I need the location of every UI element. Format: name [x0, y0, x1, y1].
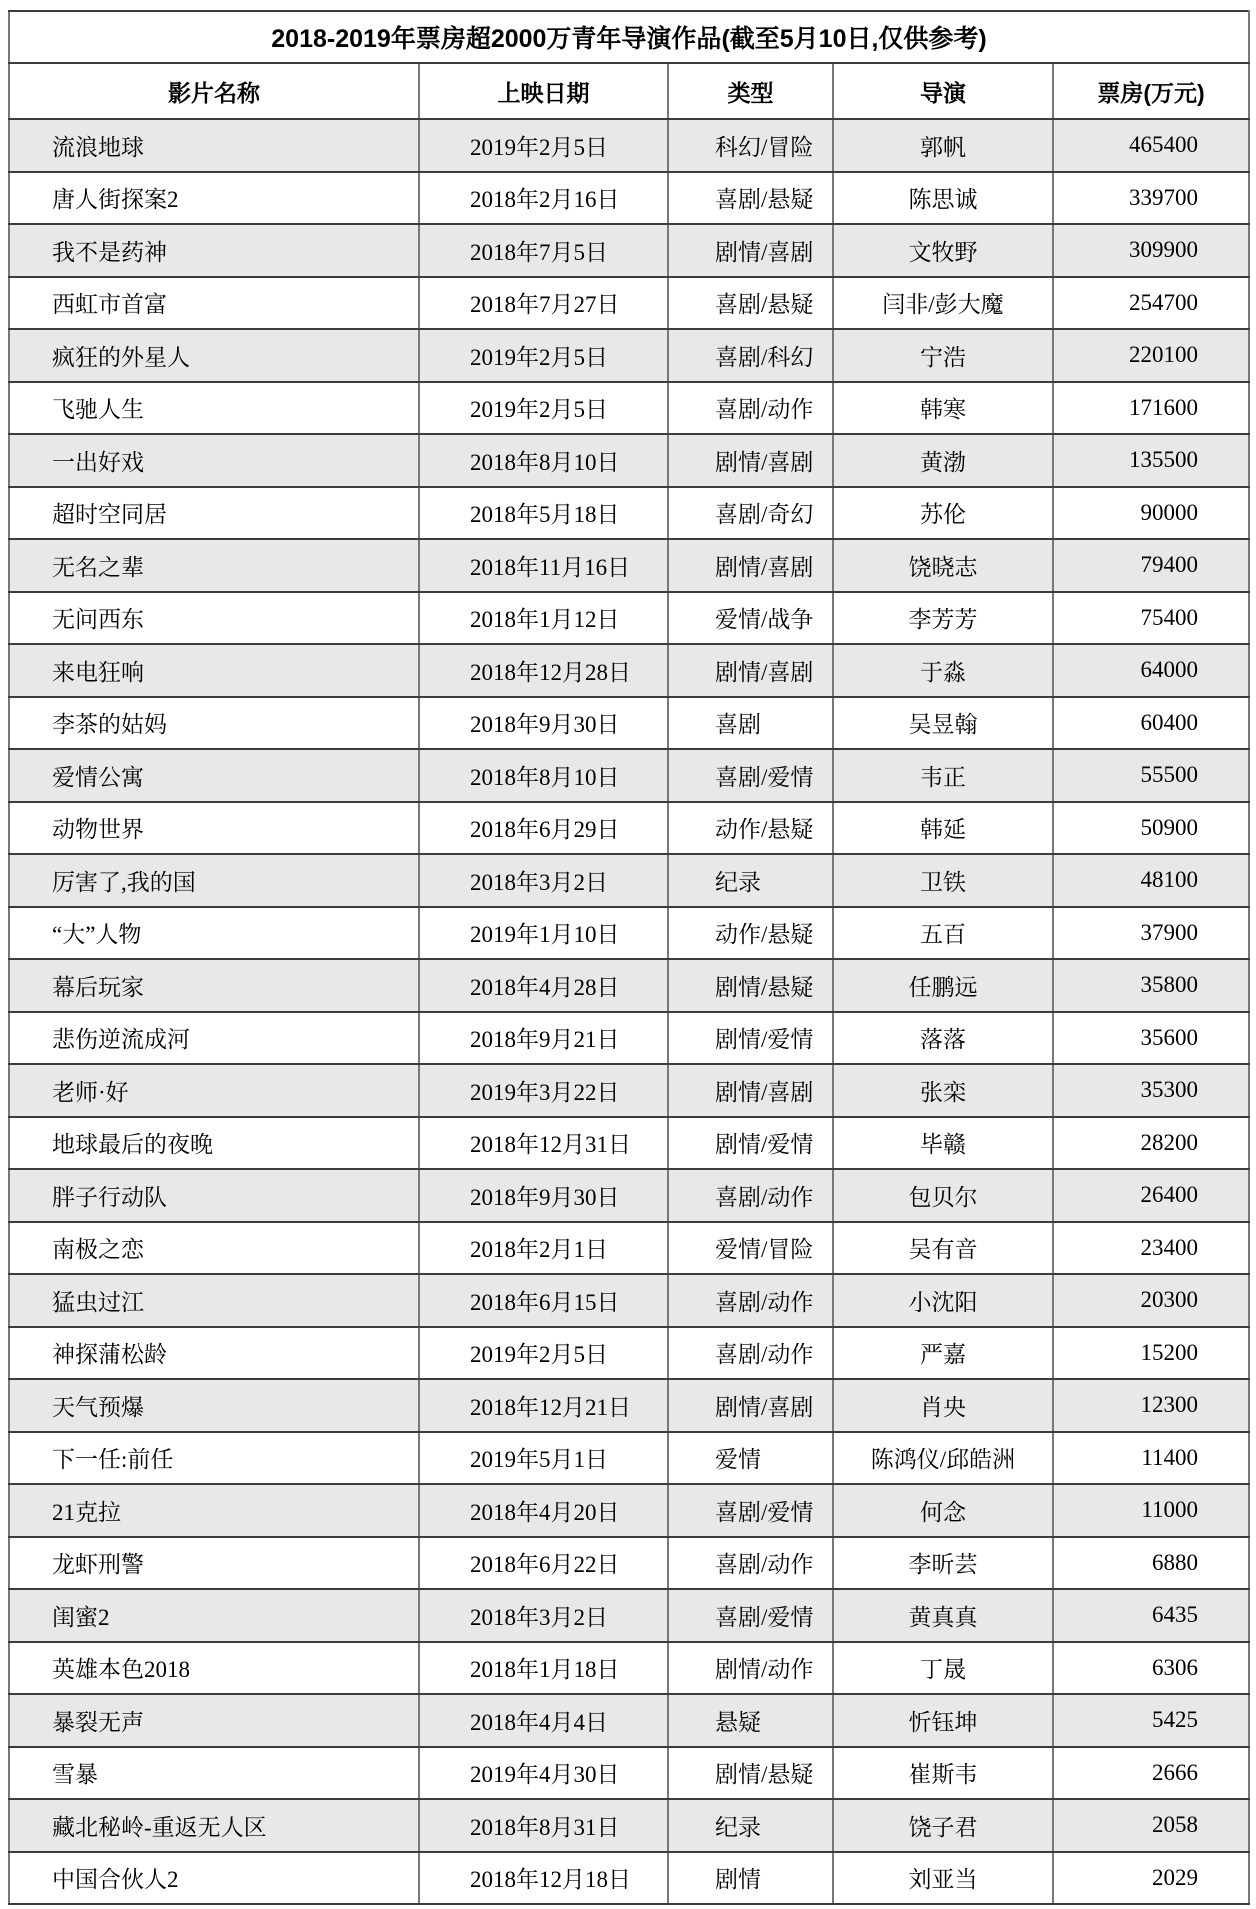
cell-box-office: 6435 [1053, 1589, 1249, 1642]
cell-release-date: 2019年2月5日 [419, 1327, 668, 1380]
cell-genre: 动作/悬疑 [668, 802, 833, 855]
cell-box-office: 6306 [1053, 1642, 1249, 1695]
cell-genre: 剧情/喜剧 [668, 539, 833, 592]
cell-genre: 爱情/冒险 [668, 1222, 833, 1275]
cell-genre: 喜剧/动作 [668, 382, 833, 435]
cell-movie-name: 厉害了,我的国 [9, 854, 419, 907]
cell-movie-name: 无问西东 [9, 592, 419, 645]
cell-release-date: 2018年6月29日 [419, 802, 668, 855]
table-row [9, 749, 1249, 802]
cell-release-date: 2018年5月18日 [419, 487, 668, 540]
cell-director: 黄渤 [833, 434, 1053, 487]
cell-box-office: 64000 [1053, 644, 1249, 697]
cell-genre: 悬疑 [668, 1694, 833, 1747]
cell-director: 严嘉 [833, 1327, 1053, 1380]
cell-release-date: 2018年4月20日 [419, 1484, 668, 1537]
table-row [9, 854, 1249, 907]
table-row [9, 1642, 1249, 1695]
cell-movie-name: 21克拉 [9, 1484, 419, 1537]
table-row [9, 1327, 1249, 1380]
cell-genre: 剧情/悬疑 [668, 959, 833, 1012]
cell-release-date: 2019年2月5日 [419, 329, 668, 382]
cell-release-date: 2018年8月10日 [419, 434, 668, 487]
cell-release-date: 2019年2月5日 [419, 382, 668, 435]
cell-movie-name: 超时空同居 [9, 487, 419, 540]
cell-movie-name: 暴裂无声 [9, 1694, 419, 1747]
column-header-movie-name: 影片名称 [9, 63, 419, 119]
cell-genre: 剧情/喜剧 [668, 1064, 833, 1117]
cell-director: 李芳芳 [833, 592, 1053, 645]
cell-release-date: 2018年9月30日 [419, 1169, 668, 1222]
cell-release-date: 2019年4月30日 [419, 1747, 668, 1800]
box-office-table-container [8, 10, 1250, 1905]
cell-movie-name: 猛虫过江 [9, 1274, 419, 1327]
cell-genre: 喜剧/动作 [668, 1169, 833, 1222]
table-row [9, 539, 1249, 592]
cell-box-office: 12300 [1053, 1379, 1249, 1432]
cell-release-date: 2018年12月21日 [419, 1379, 668, 1432]
cell-director: 李昕芸 [833, 1537, 1053, 1590]
cell-movie-name: 一出好戏 [9, 434, 419, 487]
cell-release-date: 2018年12月18日 [419, 1852, 668, 1905]
cell-genre: 喜剧/动作 [668, 1537, 833, 1590]
cell-director: 吴昱翰 [833, 697, 1053, 750]
cell-box-office: 26400 [1053, 1169, 1249, 1222]
cell-box-office: 171600 [1053, 382, 1249, 435]
cell-director: 宁浩 [833, 329, 1053, 382]
cell-release-date: 2018年1月12日 [419, 592, 668, 645]
table-row [9, 644, 1249, 697]
cell-box-office: 6880 [1053, 1537, 1249, 1590]
cell-genre: 喜剧/动作 [668, 1327, 833, 1380]
cell-genre: 喜剧/动作 [668, 1274, 833, 1327]
column-header-genre: 类型 [668, 63, 833, 119]
cell-director: 吴有音 [833, 1222, 1053, 1275]
cell-movie-name: 南极之恋 [9, 1222, 419, 1275]
cell-movie-name: “大”人物 [9, 907, 419, 960]
cell-movie-name: 李茶的姑妈 [9, 697, 419, 750]
cell-director: 卫铁 [833, 854, 1053, 907]
column-header-director: 导演 [833, 63, 1053, 119]
cell-movie-name: 下一任:前任 [9, 1432, 419, 1485]
table-row [9, 382, 1249, 435]
cell-genre: 科幻/冒险 [668, 119, 833, 172]
cell-box-office: 254700 [1053, 277, 1249, 330]
cell-director: 五百 [833, 907, 1053, 960]
cell-release-date: 2018年12月28日 [419, 644, 668, 697]
cell-genre: 纪录 [668, 1799, 833, 1852]
cell-movie-name: 雪暴 [9, 1747, 419, 1800]
cell-genre: 动作/悬疑 [668, 907, 833, 960]
cell-genre: 爱情 [668, 1432, 833, 1485]
cell-genre: 剧情/爱情 [668, 1012, 833, 1065]
cell-director: 于淼 [833, 644, 1053, 697]
cell-box-office: 465400 [1053, 119, 1249, 172]
cell-movie-name: 来电狂响 [9, 644, 419, 697]
cell-release-date: 2018年3月2日 [419, 1589, 668, 1642]
cell-release-date: 2018年4月4日 [419, 1694, 668, 1747]
cell-genre: 喜剧/爱情 [668, 749, 833, 802]
cell-release-date: 2018年11月16日 [419, 539, 668, 592]
table-row [9, 697, 1249, 750]
cell-movie-name: 英雄本色2018 [9, 1642, 419, 1695]
table-row [9, 1064, 1249, 1117]
cell-director: 任鹏远 [833, 959, 1053, 1012]
table-row [9, 1747, 1249, 1800]
cell-box-office: 35800 [1053, 959, 1249, 1012]
cell-genre: 剧情/爱情 [668, 1117, 833, 1170]
cell-box-office: 339700 [1053, 172, 1249, 225]
cell-box-office: 37900 [1053, 907, 1249, 960]
cell-movie-name: 神探蒲松龄 [9, 1327, 419, 1380]
cell-release-date: 2018年6月15日 [419, 1274, 668, 1327]
cell-genre: 剧情/动作 [668, 1642, 833, 1695]
cell-movie-name: 西虹市首富 [9, 277, 419, 330]
cell-release-date: 2019年5月1日 [419, 1432, 668, 1485]
table-row [9, 907, 1249, 960]
header-row [9, 63, 1249, 119]
title-row [9, 11, 1249, 63]
cell-box-office: 20300 [1053, 1274, 1249, 1327]
cell-movie-name: 疯狂的外星人 [9, 329, 419, 382]
cell-box-office: 135500 [1053, 434, 1249, 487]
cell-box-office: 50900 [1053, 802, 1249, 855]
table-row [9, 1169, 1249, 1222]
cell-release-date: 2019年1月10日 [419, 907, 668, 960]
cell-movie-name: 爱情公寓 [9, 749, 419, 802]
cell-genre: 剧情/喜剧 [668, 434, 833, 487]
cell-release-date: 2018年2月16日 [419, 172, 668, 225]
cell-box-office: 11000 [1053, 1484, 1249, 1537]
cell-genre: 爱情/战争 [668, 592, 833, 645]
table-row [9, 172, 1249, 225]
cell-box-office: 90000 [1053, 487, 1249, 540]
table-row [9, 329, 1249, 382]
cell-genre: 剧情/喜剧 [668, 1379, 833, 1432]
table-row [9, 1379, 1249, 1432]
cell-director: 落落 [833, 1012, 1053, 1065]
column-header-release-date: 上映日期 [419, 63, 668, 119]
cell-genre: 纪录 [668, 854, 833, 907]
cell-genre: 喜剧/爱情 [668, 1589, 833, 1642]
cell-director: 毕赣 [833, 1117, 1053, 1170]
cell-director: 韦正 [833, 749, 1053, 802]
table-row [9, 1274, 1249, 1327]
table-row [9, 1432, 1249, 1485]
cell-genre: 剧情/喜剧 [668, 644, 833, 697]
cell-box-office: 79400 [1053, 539, 1249, 592]
cell-box-office: 48100 [1053, 854, 1249, 907]
table-row [9, 119, 1249, 172]
cell-movie-name: 龙虾刑警 [9, 1537, 419, 1590]
cell-movie-name: 唐人街探案2 [9, 172, 419, 225]
cell-release-date: 2018年1月18日 [419, 1642, 668, 1695]
cell-release-date: 2018年12月31日 [419, 1117, 668, 1170]
table-row [9, 434, 1249, 487]
cell-movie-name: 无名之辈 [9, 539, 419, 592]
cell-release-date: 2018年3月2日 [419, 854, 668, 907]
cell-movie-name: 飞驰人生 [9, 382, 419, 435]
cell-release-date: 2018年8月31日 [419, 1799, 668, 1852]
table-row [9, 277, 1249, 330]
cell-movie-name: 悲伤逆流成河 [9, 1012, 419, 1065]
cell-release-date: 2018年6月22日 [419, 1537, 668, 1590]
cell-movie-name: 地球最后的夜晚 [9, 1117, 419, 1170]
table-row [9, 592, 1249, 645]
box-office-table [8, 10, 1250, 1905]
cell-release-date: 2018年4月28日 [419, 959, 668, 1012]
table-row [9, 1852, 1249, 1905]
cell-release-date: 2018年8月10日 [419, 749, 668, 802]
cell-genre: 喜剧 [668, 697, 833, 750]
cell-director: 郭帆 [833, 119, 1053, 172]
cell-director: 文牧野 [833, 224, 1053, 277]
cell-director: 小沈阳 [833, 1274, 1053, 1327]
table-row [9, 1799, 1249, 1852]
cell-director: 韩延 [833, 802, 1053, 855]
cell-release-date: 2019年3月22日 [419, 1064, 668, 1117]
cell-director: 陈思诚 [833, 172, 1053, 225]
cell-release-date: 2018年7月5日 [419, 224, 668, 277]
table-row [9, 224, 1249, 277]
table-row [9, 1012, 1249, 1065]
cell-movie-name: 我不是药神 [9, 224, 419, 277]
table-title: 2018-2019年票房超2000万青年导演作品(截至5月10日,仅供参考) [9, 11, 1249, 63]
table-row [9, 487, 1249, 540]
cell-box-office: 60400 [1053, 697, 1249, 750]
table-row [9, 1589, 1249, 1642]
table-row [9, 1694, 1249, 1747]
cell-director: 忻钰坤 [833, 1694, 1053, 1747]
cell-movie-name: 流浪地球 [9, 119, 419, 172]
cell-director: 闫非/彭大魔 [833, 277, 1053, 330]
cell-genre: 剧情/喜剧 [668, 224, 833, 277]
table-row [9, 1484, 1249, 1537]
cell-director: 韩寒 [833, 382, 1053, 435]
cell-genre: 剧情/悬疑 [668, 1747, 833, 1800]
cell-genre: 喜剧/悬疑 [668, 172, 833, 225]
cell-box-office: 75400 [1053, 592, 1249, 645]
cell-director: 肖央 [833, 1379, 1053, 1432]
cell-director: 苏伦 [833, 487, 1053, 540]
cell-movie-name: 动物世界 [9, 802, 419, 855]
cell-director: 刘亚当 [833, 1852, 1053, 1905]
cell-box-office: 309900 [1053, 224, 1249, 277]
cell-release-date: 2018年9月21日 [419, 1012, 668, 1065]
table-row [9, 802, 1249, 855]
cell-director: 包贝尔 [833, 1169, 1053, 1222]
cell-director: 饶子君 [833, 1799, 1053, 1852]
cell-director: 崔斯韦 [833, 1747, 1053, 1800]
cell-director: 何念 [833, 1484, 1053, 1537]
cell-director: 饶晓志 [833, 539, 1053, 592]
cell-movie-name: 胖子行动队 [9, 1169, 419, 1222]
cell-movie-name: 中国合伙人2 [9, 1852, 419, 1905]
cell-release-date: 2018年9月30日 [419, 697, 668, 750]
cell-director: 陈鸿仪/邱皓洲 [833, 1432, 1053, 1485]
cell-genre: 喜剧/爱情 [668, 1484, 833, 1537]
cell-box-office: 5425 [1053, 1694, 1249, 1747]
cell-box-office: 23400 [1053, 1222, 1249, 1275]
cell-movie-name: 幕后玩家 [9, 959, 419, 1012]
cell-box-office: 2058 [1053, 1799, 1249, 1852]
cell-director: 黄真真 [833, 1589, 1053, 1642]
cell-director: 张栾 [833, 1064, 1053, 1117]
cell-box-office: 11400 [1053, 1432, 1249, 1485]
cell-box-office: 15200 [1053, 1327, 1249, 1380]
cell-box-office: 220100 [1053, 329, 1249, 382]
cell-release-date: 2018年2月1日 [419, 1222, 668, 1275]
cell-box-office: 2029 [1053, 1852, 1249, 1905]
cell-box-office: 2666 [1053, 1747, 1249, 1800]
table-row [9, 1537, 1249, 1590]
cell-movie-name: 老师·好 [9, 1064, 419, 1117]
cell-box-office: 35600 [1053, 1012, 1249, 1065]
cell-release-date: 2018年7月27日 [419, 277, 668, 330]
cell-movie-name: 天气预爆 [9, 1379, 419, 1432]
column-header-box-office: 票房(万元) [1053, 63, 1249, 119]
cell-movie-name: 藏北秘岭-重返无人区 [9, 1799, 419, 1852]
cell-box-office: 55500 [1053, 749, 1249, 802]
cell-box-office: 28200 [1053, 1117, 1249, 1170]
cell-genre: 喜剧/悬疑 [668, 277, 833, 330]
table-row [9, 1222, 1249, 1275]
cell-director: 丁晟 [833, 1642, 1053, 1695]
cell-genre: 喜剧/奇幻 [668, 487, 833, 540]
cell-genre: 剧情 [668, 1852, 833, 1905]
cell-box-office: 35300 [1053, 1064, 1249, 1117]
table-row [9, 959, 1249, 1012]
cell-genre: 喜剧/科幻 [668, 329, 833, 382]
cell-movie-name: 闺蜜2 [9, 1589, 419, 1642]
table-row [9, 1117, 1249, 1170]
cell-release-date: 2019年2月5日 [419, 119, 668, 172]
